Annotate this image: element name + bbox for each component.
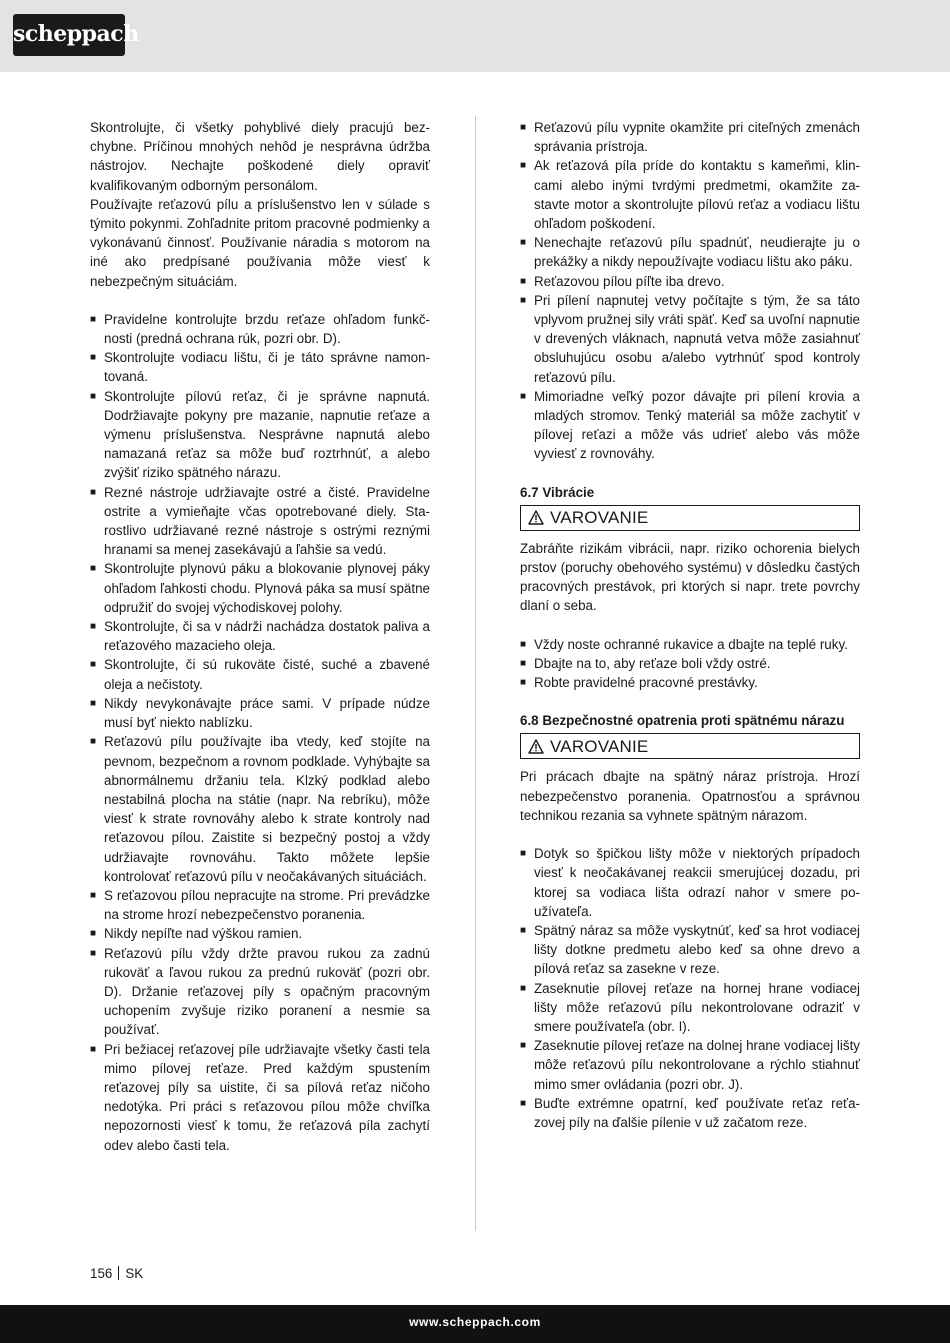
column-divider	[475, 116, 476, 1231]
bullet-icon: ■	[90, 352, 97, 364]
page-header	[0, 0, 950, 72]
right-bullet-list-1	[520, 118, 860, 464]
bullet-icon: ■	[520, 1097, 527, 1109]
bullet-icon: ■	[90, 928, 97, 940]
vibration-paragraph: Zabráňte rizikám vibrácii, napr. riziko ochorenia bielych prstov (poruchy obehového systému) v dôsledku častých pracovných prestávok, pri ktorých si napr. trete povrchy dlaní o seba.	[520, 540, 860, 614]
bullet-icon: ■	[90, 697, 97, 709]
list-item: ■ Zaseknutie pílovej reťaze na dolnej hrane vodiacej lišty môže reťazovú pílu nekontrolovane a rýchlo stiahnuť mimo smer ovládania (pozri obr. J).	[520, 1038, 860, 1092]
list-item: ■ Robte pravidelné pracovné prestávky.	[520, 673, 860, 692]
right-column	[520, 118, 860, 1132]
list-item: ■ Reťazovou pílou píľte iba drevo.	[520, 272, 860, 291]
bullet-icon: ■	[520, 924, 527, 936]
warning-box	[520, 505, 860, 531]
warning-label: VAROVANIE	[550, 736, 649, 756]
kickback-paragraph: Pri prácach dbajte na spätný náraz prístroja. Hrozí nebezpečenstvo poranenia. Opatrnosťou a správnou technikou rezania sa vyhnete spätným nárazom.	[520, 769, 860, 823]
list-item: ■ Buďte extrémne opatrní, keď používate reťaz reťazovej píly na ďalšie pílenie v už začatom reze.	[520, 1095, 860, 1130]
list-item: ■ S reťazovou pílou nepracujte na strome. Pri prevádzke na strome hrozí nebezpečenstvo poranenia.	[90, 887, 430, 923]
list-item: ■ Dotyk so špičkou lišty môže v niektorých prípadoch viesť k neočakávanej reakcii smerujúcej dozadu, pri ktorej sa vodiaca lišta odrazí nahor v smere používateľa.	[520, 846, 860, 919]
bullet-icon: ■	[520, 677, 527, 689]
section-heading-vibrations: 6.7 Vibrácie	[520, 484, 595, 500]
logo-text: scheppach	[13, 21, 139, 47]
intro-paragraph-1: Skontrolujte, či všetky pohyblivé diely pracujú bezchybne. Príčinou mnohých nehôd je nesprávna údržba nástrojov. Nechajte poškodené diely opraviť kvalifikovaným odborným personálom.	[90, 120, 430, 193]
bullet-icon: ■	[520, 294, 527, 306]
bullet-icon: ■	[90, 390, 97, 402]
bullet-icon: ■	[520, 657, 527, 669]
left-column	[90, 118, 430, 1155]
list-item: ■ Dbajte na to, aby reťaze boli vždy ostré.	[520, 654, 860, 673]
list-item: ■ Vždy noste ochranné rukavice a dbajte na teplé ruky.	[520, 635, 860, 654]
list-item: ■ Nenechajte reťazovú pílu spadnúť, neudierajte ju o prekážky a nikdy nepoužívajte vodiacu lištu ako páku.	[520, 235, 860, 270]
bullet-icon: ■	[90, 947, 97, 959]
page-footer	[0, 1305, 950, 1343]
bullet-icon: ■	[90, 486, 97, 498]
bullet-icon: ■	[520, 848, 527, 860]
list-item: ■ Ak reťazová píla príde do kontaktu s kameňmi, klincami alebo inými tvrdými predmetmi, okamžite zastavte motor a skontrolujte pílovú reťaz a vodiacu lištu ohľadom poškodení.	[520, 158, 860, 232]
list-item: ■ Nikdy nevykonávajte práce sami. V prípade núdze musí byť niekto nablízku.	[90, 695, 430, 731]
list-item: ■ Pri bežiacej reťazovej píle udržiavajte všetky časti tela mimo pílovej reťaze. Pred každým spustením reťazovej píly sa uistite, či sa pílová reťaz ničoho nedotýka. Pri práci s reťazovou pílou môže chvíľka nepozornosti viesť k tomu, že reťazová píla zachytí odev alebo časti tela.	[90, 1041, 430, 1153]
list-item: ■ Skontrolujte pílovú reťaz, či je správne napnutá. Dodržiavajte pokyny pre mazanie, napnutie reťaze a výmenu príslušenstva. Nesprávne napnutá alebo namazaná reťaz sa môže buď roztrhnúť, a alebo zvýšiť riziko spätného nárazu.	[90, 388, 430, 481]
list-item: ■ Reťazovú pílu vypnite okamžite pri citeľných zmenách správania prístroja.	[520, 120, 860, 155]
list-item: ■ Skontrolujte vodiacu lištu, či je táto správne namontovaná.	[90, 350, 430, 385]
page-number-separator	[118, 1266, 119, 1280]
list-item: ■ Zaseknutie pílovej reťaze na hornej hrane vodiacej lišty môže reťazovú pílu nekontrolovane odraziť v smere používateľa (obr. I).	[520, 980, 860, 1034]
bullet-icon: ■	[520, 122, 527, 133]
bullet-icon: ■	[90, 736, 97, 748]
list-item: ■ Reťazovú pílu používajte iba vtedy, keď stojíte na pevnom, bezpečnom a rovnom podklade. Vyhýbajte sa abnormálnemu držaniu tela. Klzký podklad alebo nestabilná plocha na státie (napr. Na rebríku), môže viesť k strate rovnováhy alebo k strate kontroly nad reťazovou pílou. Zaistite si bezpečný postoj a vždy udržiavajte rovnováhu. Takto môžete lepšie kontrolovať reťazovú pílu v neočakávaných situáciách.	[90, 734, 430, 884]
section-heading-kickback: 6.8 Bezpečnostné opatrenia proti spätnému nárazu	[520, 713, 845, 729]
list-item: ■ Nikdy nepíľte nad výškou ramien.	[90, 924, 430, 943]
bullet-icon: ■	[520, 160, 527, 172]
page-language: SK	[125, 1266, 144, 1281]
bullet-icon: ■	[90, 659, 97, 671]
list-item: ■ Reťazovú pílu vždy držte pravou rukou za zadnú rukoväť a ľavou rukou za prednú rukoväť (pozri obr. D). Držanie reťazovej píly s opačným pracovným uchopením zvyšuje riziko poranení a nesmie sa používať.	[90, 945, 430, 1038]
bullet-icon: ■	[90, 313, 97, 325]
right-bullet-list-2	[520, 635, 860, 693]
bullet-icon: ■	[520, 275, 527, 287]
bullet-icon: ■	[520, 237, 527, 249]
warning-triangle-icon	[528, 739, 544, 754]
list-item: ■ Pravidelne kontrolujte brzdu reťaze ohľadom funkčnosti (predná ochrana rúk, pozri obr. D).	[90, 311, 430, 347]
bullet-icon: ■	[90, 1043, 97, 1055]
list-item: ■ Rezné nástroje udržiavajte ostré a čisté. Pravidelne ostrite a vymieňajte včas opotrebované diely. Starostlivo udržiavané rezné nástroje s ostrými reznými hranami sa menej zasekávajú a ľahšie sa vedú.	[90, 484, 430, 558]
bullet-icon: ■	[520, 1040, 527, 1052]
page-number	[90, 1265, 143, 1283]
list-item: ■ Skontrolujte, či sa v nádrži nachádza dostatok paliva a reťazového mazacieho oleja.	[90, 619, 430, 654]
warning-triangle-icon	[528, 510, 544, 525]
bullet-icon: ■	[520, 982, 527, 994]
list-item: ■ Mimoriadne veľký pozor dávajte pri pílení krovia a mladých stromov. Tenký materiál sa môže zachytiť v pílovej reťazi a môže vás udrieť alebo vás môže vyviesť z rovnováhy.	[520, 388, 860, 462]
list-item: ■ Spätný náraz sa môže vyskytnúť, keď sa hrot vodiacej lišty dotkne predmetu alebo keď sa ohne drevo a pílová reťaz sa zasekne v reze.	[520, 922, 860, 977]
left-bullet-list	[90, 310, 430, 1155]
list-item: ■ Skontrolujte plynovú páku a blokovanie plynovej páky ohľadom ľahkosti chodu. Plynová páka sa musí spätne odpružiť do svojej východiskovej polohy.	[90, 561, 430, 615]
warning-label: VAROVANIE	[550, 508, 649, 528]
list-item: ■ Skontrolujte, či sú rukoväte čisté, suché a zbavené oleja a nečistoty.	[90, 657, 430, 692]
bullet-icon: ■	[520, 390, 527, 402]
page-number-value: 156	[90, 1266, 113, 1281]
list-item: ■ Pri pílení napnutej vetvy počítajte s tým, že sa táto vplyvom pružnej sily vráti späť. Keď sa uvoľní napnutie v drevených vláknach, napnutá vetva môže zasiahnuť obsluhujúcu osobu a/alebo vytrhnúť spod kontroly reťazovú pílu.	[520, 292, 860, 385]
bullet-icon: ■	[90, 563, 97, 575]
brand-logo	[13, 14, 139, 56]
warning-box	[520, 733, 860, 759]
bullet-icon: ■	[90, 889, 97, 901]
bullet-icon: ■	[520, 638, 527, 650]
footer-url[interactable]: www.scheppach.com	[409, 1315, 541, 1329]
intro-paragraph-2: Používajte reťazovú pílu a príslušenstvo len v súlade s týmito pokynmi. Zohľadnite pritom pracovné podmienky a vykonávanú činnosť. Používanie náradia s motorom na iné ako predpísané používania môže viesť k nebezpečným situáciám.	[90, 196, 430, 289]
bullet-icon: ■	[90, 621, 97, 633]
right-bullet-list-3	[520, 844, 860, 1132]
